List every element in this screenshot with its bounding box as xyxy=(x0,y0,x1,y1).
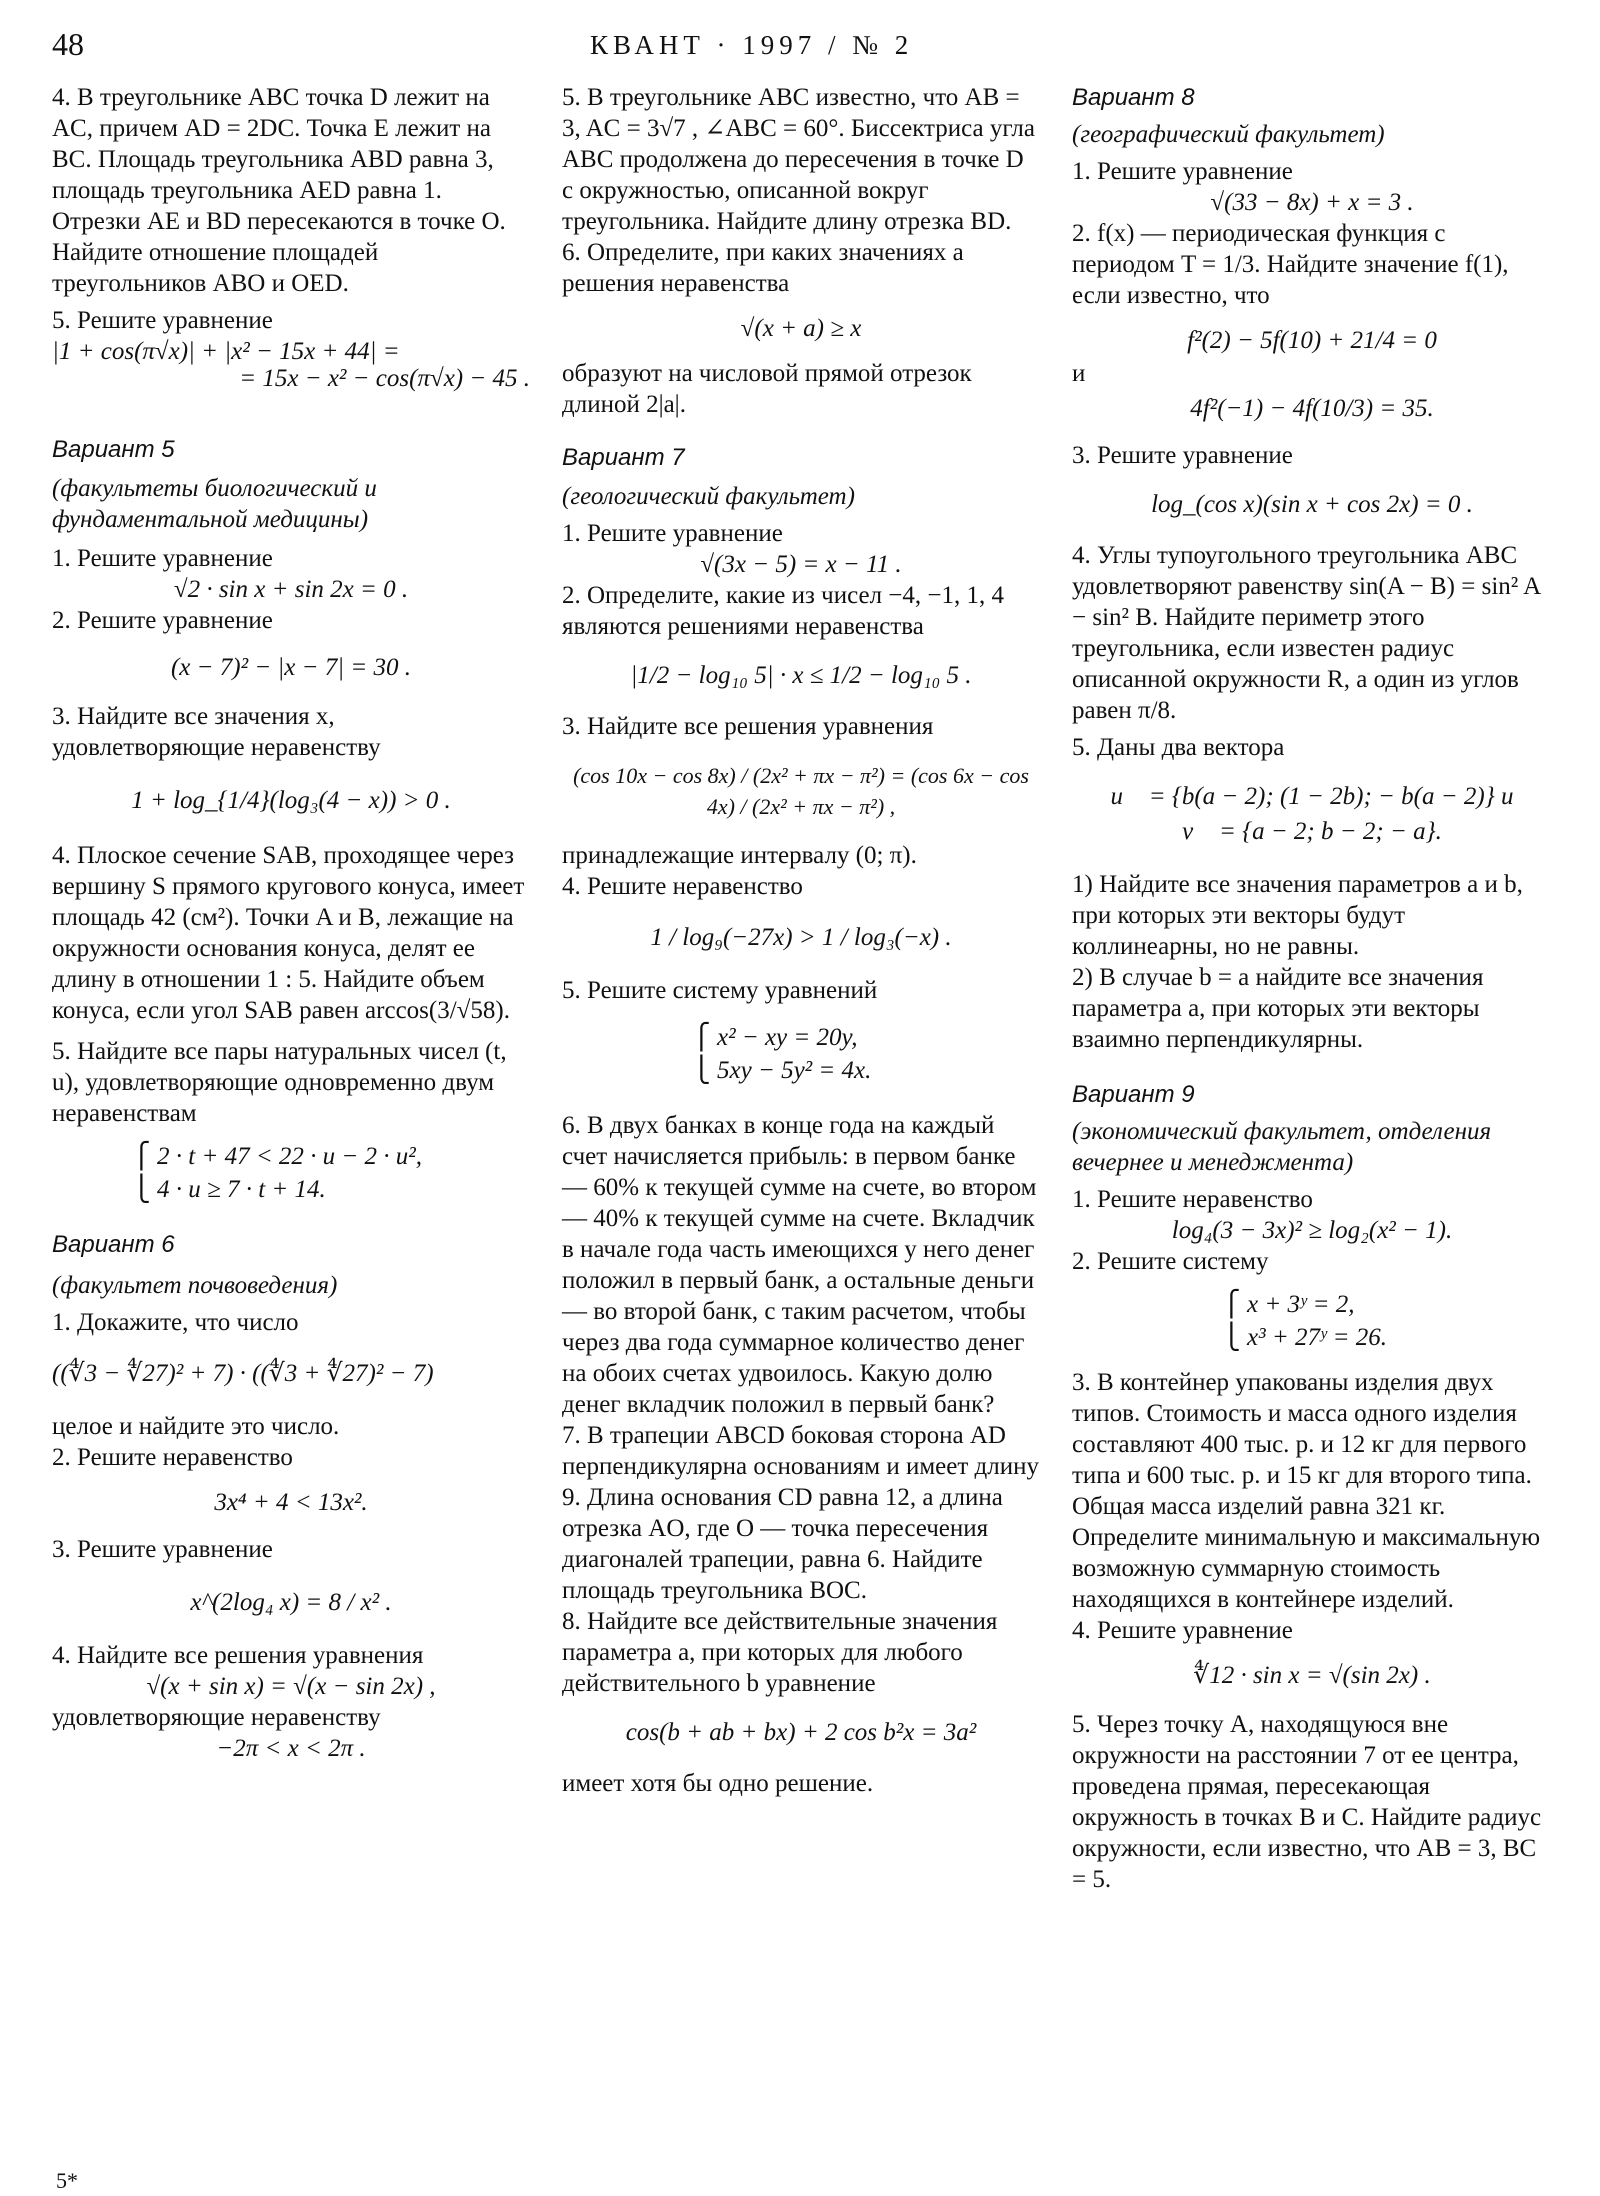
formula: √(33 − 8x) + x = 3 . xyxy=(1210,189,1414,216)
formula: |1/2 − log₁₀ 5| · x ≤ 1/2 − log₁₀ 5 . xyxy=(630,662,972,689)
problem-text: 1) Найдите все значения параметров a и b, при которых эти векторы будут коллинеарны, но не равны. xyxy=(1072,871,1523,960)
column-1 xyxy=(52,82,530,1764)
formula: √(x + sin x) = √(x − sin 2x) , xyxy=(146,1673,436,1700)
problem-3: 3. Найдите все значения x, удовлетворяющие неравенству xyxy=(52,703,381,761)
problem-5: 5. Даны два вектора xyxy=(1072,734,1285,761)
problem-text: 2) В случае b = a найдите все значения параметра a, при которых эти векторы взаимно перпендикулярны. xyxy=(1072,964,1484,1053)
problem-1: 1. Решите уравнение xyxy=(1072,158,1293,185)
problem-2: 2. Определите, какие из чисел −4, −1, 1, 4 являются решениями неравенства xyxy=(562,582,1005,640)
formula: (x − 7)² − |x − 7| = 30 . xyxy=(170,654,412,681)
formula: x^(2log₄ x) = 8 / x² . xyxy=(190,1589,392,1616)
formula: √2 · sin x + sin 2x = 0 . xyxy=(173,576,409,603)
formula: ⎧ x² − xy = 20y, xyxy=(692,1024,858,1051)
problem-7: 7. В трапеции ABCD боковая сторона AD перпендикулярна основаниям и имеет длину 9. Длина основания CD равна 12, а длина отрезка AO, где O — точка пересечения диагоналей трапеции, равна 6. Найдите площадь треугольника BOC. xyxy=(562,1422,1039,1604)
problem-2: 2. Решите уравнение xyxy=(52,607,273,634)
formula: 1 + log_{1/4}(log₃(4 − x)) > 0 . xyxy=(131,787,451,814)
formula: u⃗ = {b(a − 2); (1 − 2b); − b(a − 2)} и xyxy=(1110,783,1514,810)
formula: ⎩ 5xy − 5y² = 4x. xyxy=(692,1057,872,1084)
problem-1: 1. Решите уравнение xyxy=(52,545,273,572)
variant-5-title: Вариант 5 xyxy=(52,436,175,463)
problem-3: 3. Найдите все решения уравнения xyxy=(562,713,934,740)
formula: = 15x − x² − cos(π√x) − 45 . xyxy=(239,365,530,392)
formula: ((∜3 − ∜27)² + 7) · ((∜3 + ∜27)² − 7) xyxy=(52,1360,434,1387)
formula: (cos 10x − cos 8x) / (2x² + πx − π²) = (cos 6x − cos 4x) / (2x² + πx − π²) , xyxy=(573,763,1029,819)
conjunction: и xyxy=(1072,360,1086,387)
formula: v⃗ = {a − 2; b − 2; − a}. xyxy=(1182,818,1442,845)
variant-5-subtitle: (факультеты биологический и фундаментальной медицины) xyxy=(52,475,377,533)
problem-3: 3. В контейнер упакованы изделия двух типов. Стоимость и масса одного изделия составляют 400 тыс. р. и 12 кг для первого типа и 600 тыс. р. и 15 кг для второго типа. Общая масса изделий равна 321 кг. Определите минимальную и максимальную возможную суммарную стоимость находящихся в контейнере изделий. xyxy=(1072,1369,1541,1613)
problem-4: 4. Решите неравенство xyxy=(562,873,803,900)
formula: 3x⁴ + 4 < 13x². xyxy=(214,1489,368,1516)
problem-3: 3. Решите уравнение xyxy=(1072,442,1293,469)
variant-8-subtitle: (географический факультет) xyxy=(1072,121,1385,148)
variant-9-title: Вариант 9 xyxy=(1072,1081,1195,1108)
problem-2: 2. f(x) — периодическая функция с периодом T = 1/3. Найдите значение f(1), если известно, что xyxy=(1072,220,1509,309)
formula: ⎩ 4 · u ≥ 7 · t + 14. xyxy=(132,1176,326,1203)
problem-text: образуют на числовой прямой отрезок длиной 2|a|. xyxy=(562,360,972,418)
variant-7-subtitle: (геологический факультет) xyxy=(562,483,855,510)
variant-6-subtitle: (факультет почвоведения) xyxy=(52,1272,338,1299)
formula: ∜12 · sin x = √(sin 2x) . xyxy=(1193,1662,1431,1689)
problem-4: 4. Решите уравнение xyxy=(1072,1617,1293,1644)
problem-3: 3. Решите уравнение xyxy=(52,1536,273,1563)
column-3 xyxy=(1072,82,1552,1895)
problem-5: 5. Найдите все пары натуральных чисел (t, u), удовлетворяющие одновременно двум неравенствам xyxy=(52,1038,507,1127)
problem-text: имеет хотя бы одно решение. xyxy=(562,1770,874,1797)
problem-4: 4. Плоское сечение SAB, проходящее через вершину S прямого кругового конуса, имеет площадь 42 (см²). Точки A и B, лежащие на окружности основания конуса, делят ее длину в отношении 1 : 5. Найдите объем конуса, если угол SAB равен arccos(3/√58). xyxy=(52,842,525,1024)
formula: √(3x − 5) = x − 11 . xyxy=(700,551,902,578)
formula: 1 / log₉(−27x) > 1 / log₃(−x) . xyxy=(650,924,952,951)
formula: ⎧ x + 3ʸ = 2, xyxy=(1222,1291,1355,1318)
problem-1: 1. Решите неравенство xyxy=(1072,1186,1313,1213)
problem-text: целое и найдите это число. xyxy=(52,1413,340,1440)
variant-6-title: Вариант 6 xyxy=(52,1231,175,1258)
problem-1: 1. Докажите, что число xyxy=(52,1309,299,1336)
problem-4: 4. В треугольнике ABC точка D лежит на AC, причем AD = 2DC. Точка E лежит на BC. Площадь треугольника ABD равна 3, площадь треугольника AED равна 1. Отрезки AE и BD пересекаются в точке O. Найдите отношение площадей треугольников ABO и OED. xyxy=(52,84,506,297)
variant-8-title: Вариант 8 xyxy=(1072,84,1195,111)
formula: √(x + a) ≥ x xyxy=(740,315,862,342)
problem-6: 6. В двух банках в конце года на каждый счет начисляется прибыль: в первом банке — 60% к текущей сумме на счете, во втором — 40% к текущей сумме на счете. Вкладчик в начале года часть имеющихся у него денег положил в первый банк, а остальные деньги — во второй банк, с таким расчетом, чтобы через два года суммарное количество денег на обоих счетах удвоилось. Какую долю денег вкладчик положил в первый банк? xyxy=(562,1112,1037,1418)
formula: ⎩ x³ + 27ʸ = 26. xyxy=(1222,1324,1387,1351)
signature-mark: 5* xyxy=(56,2168,78,2193)
problem-4: 4. Найдите все решения уравнения xyxy=(52,1642,424,1669)
formula: ⎧ 2 · t + 47 < 22 · u − 2 · u², xyxy=(132,1143,423,1170)
page-number: 48 xyxy=(52,26,84,62)
formula: cos(b + ab + bx) + 2 cos b²x = 3a² xyxy=(625,1719,977,1746)
formula: −2π < x < 2π . xyxy=(216,1735,366,1762)
variant-7-title: Вариант 7 xyxy=(562,444,685,471)
problem-5: 5. Через точку A, находящуюся вне окружности на расстоянии 7 от ее центра, проведена прямая, пересекающая окружность в точках B и C. Найдите радиус окружности, если известно, что AB = 3, BC = 5. xyxy=(1072,1711,1542,1893)
formula: log_(cos x)(sin x + cos 2x) = 0 . xyxy=(1151,491,1473,518)
problem-4: 4. Углы тупоугольного треугольника ABC удовлетворяют равенству sin(A − B) = sin² A − sin² B. Найдите периметр этого треугольника, если известен радиус описанной окружности R, а один из углов равен π/8. xyxy=(1072,542,1540,724)
column-2 xyxy=(562,82,1040,1799)
journal-header: КВАНТ · 1997 / № 2 xyxy=(590,30,914,60)
problem-5: 5. Решите уравнение xyxy=(52,307,273,334)
problem-5: 5. В треугольнике ABC известно, что AB = 3, AC = 3√7 , ∠ABC = 60°. Биссектриса угла ABC продолжена до пересечения в точке D с окружностью, описанной вокруг треугольника. Найдите длину отрезка BD. xyxy=(562,84,1035,235)
problem-8: 8. Найдите все действительные значения параметра a, при которых для любого действительного b уравнение xyxy=(562,1608,998,1697)
variant-9-subtitle: (экономический факультет, отделения вечернее и менеджмента) xyxy=(1072,1118,1492,1176)
formula: log₄(3 − 3x)² ≥ log₂(x² − 1). xyxy=(1171,1217,1453,1244)
formula: f²(2) − 5f(10) + 21/4 = 0 xyxy=(1187,327,1437,354)
problem-2: 2. Решите неравенство xyxy=(52,1444,293,1471)
problem-5: 5. Решите систему уравнений xyxy=(562,977,878,1004)
formula: |1 + cos(π√x)| + |x² − 15x + 44| = xyxy=(52,338,400,365)
problem-2: 2. Решите систему xyxy=(1072,1248,1269,1275)
problem-6: 6. Определите, при каких значениях a решения неравенства xyxy=(562,239,964,297)
problem-text: удовлетворяющие неравенству xyxy=(52,1704,381,1731)
problem-1: 1. Решите уравнение xyxy=(562,520,783,547)
problem-text: принадлежащие интервалу (0; π). xyxy=(562,842,917,869)
formula: 4f²(−1) − 4f(10/3) = 35. xyxy=(1190,395,1434,422)
